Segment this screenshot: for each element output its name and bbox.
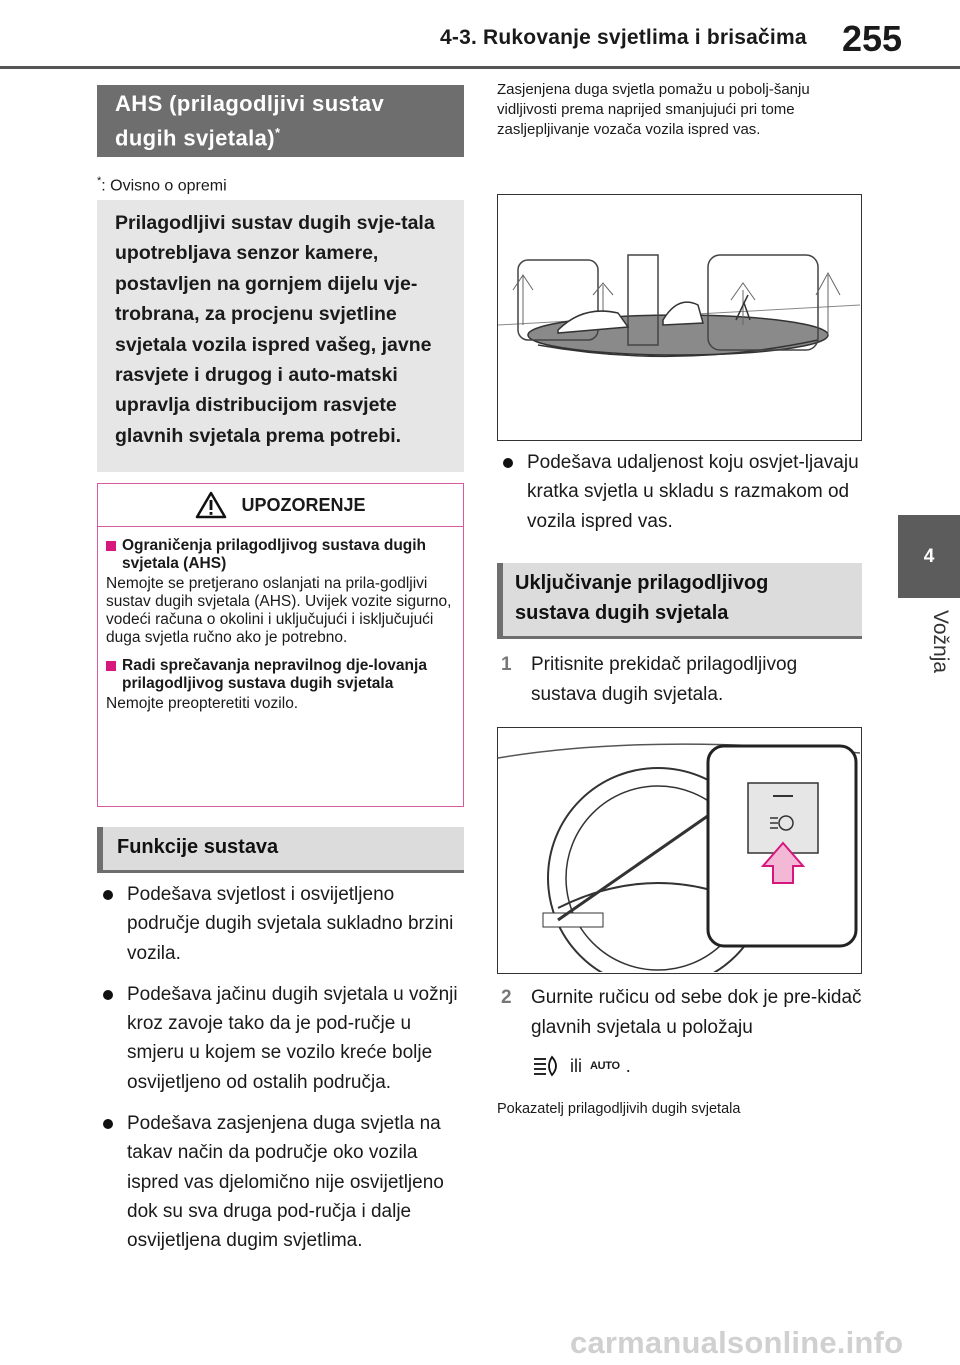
headlight-beam-icon — [530, 1053, 564, 1079]
bullet-icon — [103, 1119, 113, 1129]
watermark: carmanualsonline.info — [570, 1325, 904, 1360]
ahs-section-title — [97, 85, 464, 157]
right-intro-text: Zasjenjena duga svjetla pomažu u pobolj-šanju vidljivosti prema naprijed smanjujući pri tome zasljepljivanje vozača vozila ispred vas. — [497, 81, 810, 138]
list-item: Podešava svjetlost i osvijetljeno područje dugih svjetala sukladno brzini vozila. — [97, 880, 467, 968]
bullet-icon — [103, 990, 113, 1000]
step-2 — [497, 983, 867, 1043]
warning-triangle-icon — [195, 491, 227, 519]
bullet-icon — [503, 458, 513, 468]
function-bullet-list — [97, 880, 467, 1268]
step-number: 1 — [501, 654, 512, 675]
warning-heading: UPOZORENJE — [241, 494, 366, 515]
step-text: Gurnite ručicu od sebe dok je pre-kidač glavnih svjetala u položaju — [531, 987, 862, 1038]
headlight-position-icons — [530, 1053, 631, 1079]
pink-square-icon — [106, 661, 116, 671]
warning-text: Nemojte se pretjerano oslanjati na prila-godljivi sustav dugih svjetala (AHS). Uvijek vozite sigurno, vodeći računa o okolini i uključujući i isključujući duga svjetla ručno ako je potrebno. — [106, 575, 452, 646]
funkcije-section-title: Funkcije sustava — [97, 827, 464, 873]
footnote-text: : Ovisno o opremi — [101, 177, 227, 195]
ukljucivanje-section-title: Uključivanje prilagodljivog sustava dugih svjetala — [497, 563, 862, 639]
auto-icon: AUTO — [590, 1060, 620, 1072]
warning-text: Nemojte preopteretiti vozilo. — [106, 695, 299, 712]
road-illustration — [497, 194, 862, 441]
right-bullet — [497, 448, 867, 548]
bullet-icon — [103, 890, 113, 900]
pink-square-icon — [106, 541, 116, 551]
list-item: Podešava jačinu dugih svjetala u vožnji kroz zavoje tako da je pod-ručje u smjeru u kojem se vozilo kreće bolje osvijetljeno od ostalih područja. — [97, 980, 467, 1097]
warning-header — [98, 484, 463, 527]
step-text: Pritisnite prekidač prilagodljivog sustava dugih svjetala. — [531, 654, 798, 705]
ahs-title-line2: dugih svjetala) — [115, 125, 276, 151]
header-rule — [0, 66, 960, 69]
ili-text: ili — [570, 1055, 582, 1076]
chapter-tab-label: Vožnja — [929, 610, 952, 674]
warning-subtitle: Ograničenja prilagodljivog sustava dugih svjetala (AHS) — [106, 537, 453, 573]
warning-subtitle: Radi sprečavanja nepravilnog dje-lovanja prilagodljivog sustava dugih svjetala — [106, 657, 453, 693]
chapter-tab-number: 4 — [898, 515, 960, 598]
road-scene-image — [498, 195, 860, 439]
list-item: Podešava udaljenost koju osvjet-ljavaju kratka svjetla u skladu s razmakom od vozila ispred vas. — [497, 448, 867, 536]
period: . — [625, 1055, 631, 1076]
list-item: Podešava zasjenjena duga svjetla na takav način da područje oko vozila ispred vas djelomično nije osvijetljeno dok su sva druga pod-ručja i dalje osvijetljena dugim svjetlima. — [97, 1109, 467, 1255]
step-1 — [497, 650, 867, 710]
ahs-title-line1: AHS (prilagodljivi sustav — [115, 91, 385, 116]
chapter-title: 4-3. Rukovanje svjetlima i brisačima — [440, 26, 807, 49]
step-number: 2 — [501, 987, 512, 1008]
intro-box — [97, 200, 464, 472]
indicator-caption: Pokazatelj prilagodljivih dugih svjetala — [497, 1101, 741, 1117]
warning-body — [98, 527, 463, 713]
warning-box — [97, 483, 464, 807]
footnote-mark: * — [97, 175, 102, 187]
footnote — [97, 175, 227, 195]
dashboard-illustration — [497, 727, 862, 974]
intro-text: Prilagodljivi sustav dugih svje-tala upotrebljava senzor kamere, postavljen na gornjem dijelu vje-trobrana, za procjenu svjetline svjetala vozila ispred vašeg, javne rasvjete i drugog i auto-matski upravlja distribucijom rasvjete glavnih svjetala prema potrebi. — [115, 212, 435, 447]
steering-wheel-switch-image — [498, 728, 860, 972]
page-number: 255 — [842, 18, 903, 59]
ahs-asterisk: * — [275, 125, 281, 140]
